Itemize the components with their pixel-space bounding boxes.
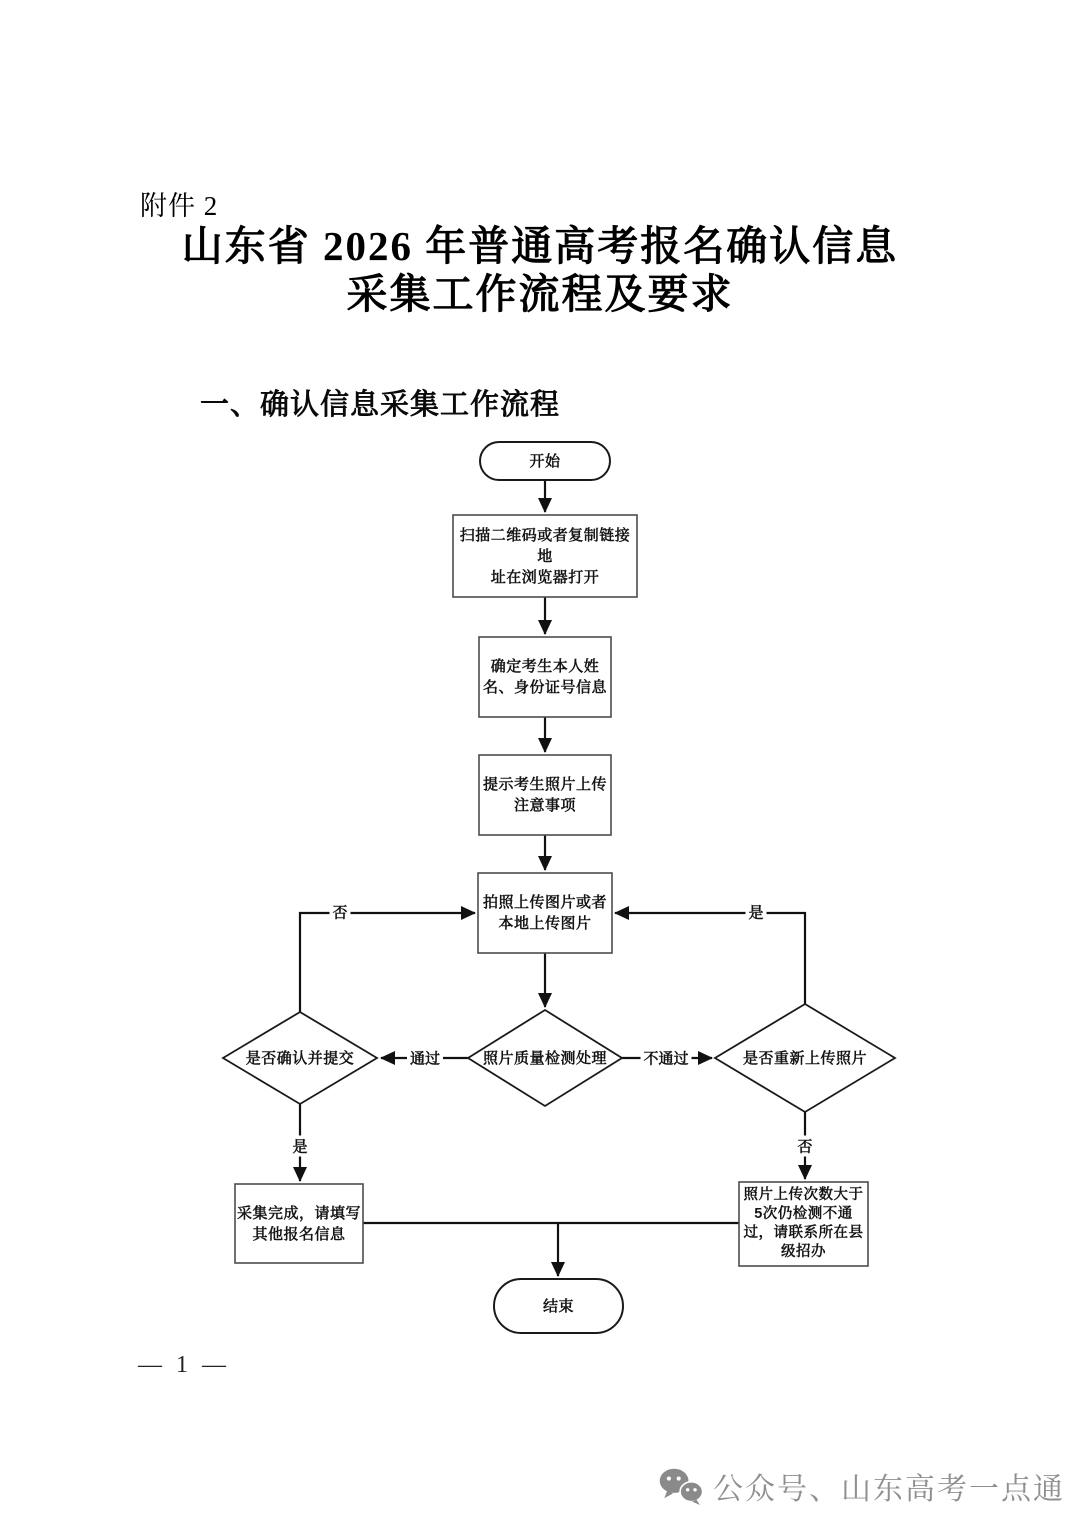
wechat-icon xyxy=(658,1466,704,1506)
edge-label-fail: 不通过 xyxy=(640,1048,691,1069)
limit-box: 照片上传次数大于 5次仍检测不通 过，请联系所在县 级招办 xyxy=(743,1187,864,1260)
reupload-diamond: 是否重新上传照片 xyxy=(742,1049,867,1067)
complete-box: 采集完成，请填写 其他报名信息 xyxy=(236,1204,361,1243)
upload-box: 拍照上传图片或者 本地上传图片 xyxy=(482,894,607,932)
identity-box: 确定考生本人姓 名、身份证号信息 xyxy=(482,658,607,696)
page-number: — 1 — xyxy=(138,1352,230,1378)
end-node: 结束 xyxy=(542,1297,574,1315)
edge-label-no-loop: 否 xyxy=(329,902,350,923)
attachment-label: 附件 2 xyxy=(140,191,219,221)
section-heading: 一、确认信息采集工作流程 xyxy=(200,389,561,421)
scan-box: 扫描二维码或者复制链接地 址在浏览器打开 xyxy=(459,526,631,586)
quality-diamond: 照片质量检测处理 xyxy=(482,1049,607,1067)
document-title-line2: 采集工作流程及要求 xyxy=(346,271,734,317)
start-node: 开始 xyxy=(529,452,561,470)
edge-label-yes-down: 是 xyxy=(289,1136,310,1157)
arrow-reupload-yes-loop xyxy=(615,913,805,1004)
edge-label-yes-loop: 是 xyxy=(745,902,766,923)
arrow-confirm-no-loop xyxy=(300,913,475,1012)
confirm-diamond: 是否确认并提交 xyxy=(245,1049,355,1067)
edge-label-pass: 通过 xyxy=(407,1048,443,1069)
edge-label-no-down: 否 xyxy=(794,1136,815,1157)
document-title-line1: 山东省 2026 年普通高考报名确认信息 xyxy=(181,223,899,269)
notice-box: 提示考生照片上传 注意事项 xyxy=(482,776,607,814)
watermark-text: 公众号、山东高考一点通 xyxy=(713,1473,1065,1506)
watermark xyxy=(658,1464,1065,1508)
